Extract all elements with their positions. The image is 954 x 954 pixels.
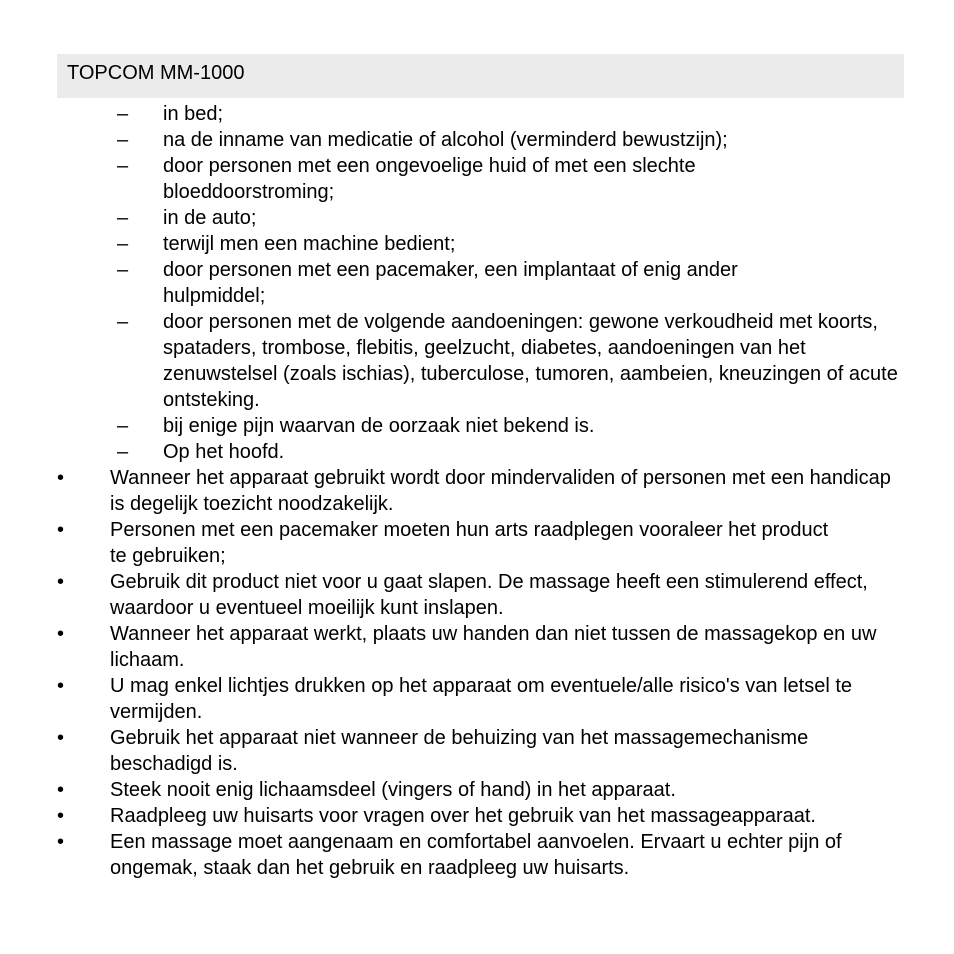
dash-marker: – <box>117 415 129 437</box>
dash-marker: – <box>117 103 129 125</box>
list-item-text: door personen met een pacemaker, een implantaat of enig ander hulpmiddel; <box>163 259 738 307</box>
list-item-text: in bed; <box>163 103 224 125</box>
document-body <box>57 101 917 881</box>
list-item-text: Een massage moet aangenaam en comfortabel aanvoelen. Ervaart u echter pijn of ongemak, staak dan het gebruik en raadpleeg uw huisarts. <box>110 831 842 879</box>
dash-list-item <box>57 231 917 257</box>
list-item-text: door personen met de volgende aandoeningen: gewone verkoudheid met koorts, spataders, trombose, flebitis, geelzucht, diabetes, aandoeningen van het zenuwstelsel (zoals ischias), tuberculose, tumoren, aambeien, kneuzingen of acute ontsteking. <box>163 311 898 411</box>
bullet-list-item <box>57 829 917 881</box>
list-item-text: Wanneer het apparaat gebruikt wordt door mindervaliden of personen met een handicap is degelijk toezicht noodzakelijk. <box>110 467 891 515</box>
bullet-list-item <box>57 569 917 621</box>
list-item-text: Personen met een pacemaker moeten hun arts raadplegen vooraleer het product te gebruiken; <box>110 519 829 567</box>
list-item-text: in de auto; <box>163 207 257 229</box>
list-item-text: na de inname van medicatie of alcohol (verminderd bewustzijn); <box>163 129 728 151</box>
bullet-marker: • <box>57 831 65 853</box>
dash-list-item <box>57 309 917 413</box>
dash-list-item <box>57 205 917 231</box>
bullet-list-item <box>57 777 917 803</box>
document-header-title: TOPCOM MM-1000 <box>67 62 245 84</box>
list-item-text: bij enige pijn waarvan de oorzaak niet bekend is. <box>163 415 595 437</box>
bullet-marker: • <box>57 675 65 697</box>
dash-list-item <box>57 127 917 153</box>
bullet-list-item <box>57 803 917 829</box>
bullet-marker: • <box>57 727 65 749</box>
dash-marker: – <box>117 155 129 177</box>
dash-list-item <box>57 439 917 465</box>
bullet-list-item <box>57 517 917 569</box>
bullet-marker: • <box>57 805 65 827</box>
list-item-text: Steek nooit enig lichaamsdeel (vingers of hand) in het apparaat. <box>110 779 676 801</box>
bullet-marker: • <box>57 519 65 541</box>
dash-list-item <box>57 413 917 439</box>
list-item-text: terwijl men een machine bedient; <box>163 233 456 255</box>
dash-marker: – <box>117 441 129 463</box>
dash-marker: – <box>117 259 129 281</box>
dash-marker: – <box>117 233 129 255</box>
dash-marker: – <box>117 311 129 333</box>
dash-list-item <box>57 101 917 127</box>
list-item-text: Gebruik dit product niet voor u gaat slapen. De massage heeft een stimulerend effect, waardoor u eventueel moeilijk kunt inslapen. <box>110 571 868 619</box>
bullet-list-item <box>57 465 917 517</box>
bullet-marker: • <box>57 779 65 801</box>
list-item-text: door personen met een ongevoelige huid of met een slechte bloeddoorstroming; <box>163 155 696 203</box>
bullet-list-item <box>57 725 917 777</box>
dash-list-item <box>57 153 917 205</box>
list-item-text: U mag enkel lichtjes drukken op het apparaat om eventuele/alle risico's van letsel te vermijden. <box>110 675 853 723</box>
bullet-marker: • <box>57 571 65 593</box>
list-item-text: Op het hoofd. <box>163 441 285 463</box>
bullet-marker: • <box>57 467 65 489</box>
header-bar <box>57 54 904 98</box>
bullet-marker: • <box>57 623 65 645</box>
list-item-text: Gebruik het apparaat niet wanneer de behuizing van het massagemechanisme beschadigd is. <box>110 727 809 775</box>
dash-marker: – <box>117 129 129 151</box>
dash-list-item <box>57 257 917 309</box>
bullet-list-item <box>57 673 917 725</box>
dash-marker: – <box>117 207 129 229</box>
list-item-text: Raadpleeg uw huisarts voor vragen over het gebruik van het massageapparaat. <box>110 805 816 827</box>
bullet-list-item <box>57 621 917 673</box>
list-item-text: Wanneer het apparaat werkt, plaats uw handen dan niet tussen de massagekop en uw lichaam. <box>110 623 877 671</box>
